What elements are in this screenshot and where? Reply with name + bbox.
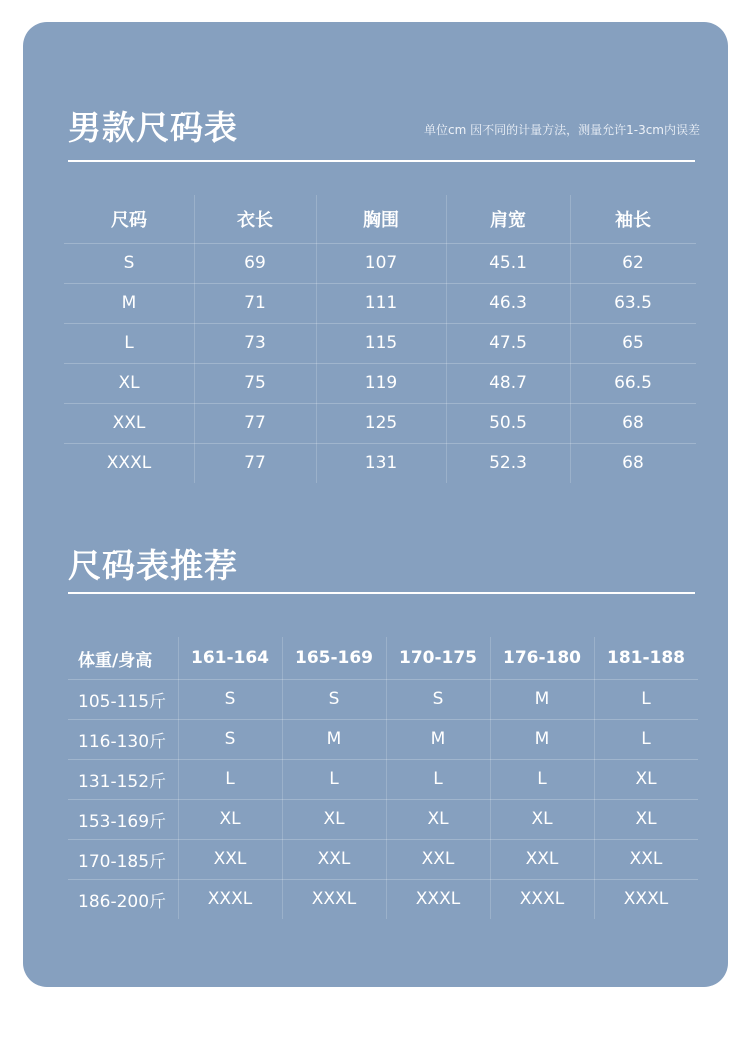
table-cell: L — [641, 689, 651, 709]
table-row — [64, 443, 696, 483]
table-cell: XL — [531, 809, 553, 829]
header-cell: 161-164 — [190, 648, 270, 668]
table-cell: L — [537, 769, 547, 789]
title-divider — [68, 160, 695, 162]
table-row — [68, 719, 698, 759]
column-divider — [490, 637, 491, 919]
table-cell: 153-169斤 — [78, 811, 167, 832]
table-cell: 105-115斤 — [78, 691, 167, 712]
header-cell: 体重/身高 — [78, 650, 153, 671]
table-cell: S — [224, 689, 236, 709]
column-divider — [594, 637, 595, 919]
table-row — [64, 403, 696, 443]
table-cell: 48.7 — [489, 373, 527, 393]
measurement-note: 单位cm 因不同的计量方法，测量允许1-3cm内误差 — [424, 123, 700, 137]
column-divider — [570, 195, 571, 483]
table-cell: XXL — [421, 849, 455, 869]
table-cell: XXXL — [207, 889, 253, 909]
table-cell: 71 — [244, 293, 266, 313]
column-divider — [386, 637, 387, 919]
table-row — [68, 839, 698, 879]
table-cell: S — [328, 689, 340, 709]
table-cell: 131 — [364, 453, 398, 473]
table-cell: L — [225, 769, 235, 789]
column-divider — [446, 195, 447, 483]
table-cell: 73 — [244, 333, 266, 353]
table-header-row — [68, 637, 698, 679]
table-cell: XXXL — [519, 889, 565, 909]
table-cell: M — [534, 729, 550, 749]
table-cell: M — [430, 729, 446, 749]
table-cell: XXL — [525, 849, 559, 869]
table-cell: 170-185斤 — [78, 851, 167, 872]
header-cell: 肩宽 — [490, 210, 526, 231]
table-cell: 75 — [244, 373, 266, 393]
table-row — [68, 759, 698, 799]
table-cell: S — [123, 253, 135, 273]
table-row — [64, 363, 696, 403]
header-cell: 袖长 — [615, 210, 651, 231]
table-cell: 68 — [622, 413, 644, 433]
table-cell: XXXL — [415, 889, 461, 909]
header-cell: 181-188 — [606, 648, 686, 668]
size-chart-title: 男款尺码表 — [68, 108, 238, 147]
table-cell: L — [641, 729, 651, 749]
table-cell: 119 — [364, 373, 398, 393]
table-cell: 47.5 — [489, 333, 527, 353]
table-cell: XL — [635, 809, 657, 829]
column-divider — [316, 195, 317, 483]
table-cell: 77 — [244, 453, 266, 473]
table-header-row — [64, 195, 696, 243]
size-table — [64, 195, 696, 485]
table-cell: L — [329, 769, 339, 789]
table-cell: M — [326, 729, 342, 749]
table-cell: 66.5 — [614, 373, 652, 393]
table-cell: XXXL — [311, 889, 357, 909]
table-row — [68, 879, 698, 919]
table-cell: S — [432, 689, 444, 709]
table-cell: XXXL — [106, 453, 152, 473]
header-cell: 尺码 — [111, 210, 147, 231]
table-cell: XL — [219, 809, 241, 829]
table-cell: 116-130斤 — [78, 731, 167, 752]
header-cell: 衣长 — [237, 210, 273, 231]
table-cell: XL — [635, 769, 657, 789]
table-cell: 65 — [622, 333, 644, 353]
table-cell: 125 — [364, 413, 398, 433]
recommendation-table — [68, 637, 698, 919]
table-cell: 115 — [364, 333, 398, 353]
table-cell: XXL — [112, 413, 146, 433]
table-cell: 131-152斤 — [78, 771, 167, 792]
table-cell: XL — [323, 809, 345, 829]
table-cell: 111 — [364, 293, 398, 313]
column-divider — [194, 195, 195, 483]
column-divider — [178, 637, 179, 919]
table-cell: 63.5 — [614, 293, 652, 313]
table-cell: XXL — [317, 849, 351, 869]
table-cell: 186-200斤 — [78, 891, 167, 912]
table-row — [64, 283, 696, 323]
table-row — [64, 243, 696, 283]
table-cell: M — [121, 293, 137, 313]
table-cell: M — [534, 689, 550, 709]
table-cell: XL — [427, 809, 449, 829]
table-cell: XXL — [629, 849, 663, 869]
table-cell: 69 — [244, 253, 266, 273]
header-cell: 170-175 — [398, 648, 478, 668]
table-cell: 52.3 — [489, 453, 527, 473]
table-cell: 62 — [622, 253, 644, 273]
table-cell: XL — [118, 373, 140, 393]
table-row — [68, 799, 698, 839]
header-cell: 165-169 — [294, 648, 374, 668]
table-cell: S — [224, 729, 236, 749]
table-row — [68, 679, 698, 719]
table-cell: 45.1 — [489, 253, 527, 273]
header-cell: 胸围 — [363, 210, 399, 231]
table-row — [64, 323, 696, 363]
table-cell: 107 — [364, 253, 398, 273]
column-divider — [282, 637, 283, 919]
table-cell: 50.5 — [489, 413, 527, 433]
table-cell: XXXL — [623, 889, 669, 909]
recommendation-title: 尺码表推荐 — [68, 546, 238, 585]
recommendation-divider — [68, 592, 695, 594]
table-cell: 77 — [244, 413, 266, 433]
header-cell: 176-180 — [502, 648, 582, 668]
table-cell: 68 — [622, 453, 644, 473]
table-cell: L — [433, 769, 443, 789]
table-cell: L — [124, 333, 134, 353]
table-cell: 46.3 — [489, 293, 527, 313]
table-cell: XXL — [213, 849, 247, 869]
